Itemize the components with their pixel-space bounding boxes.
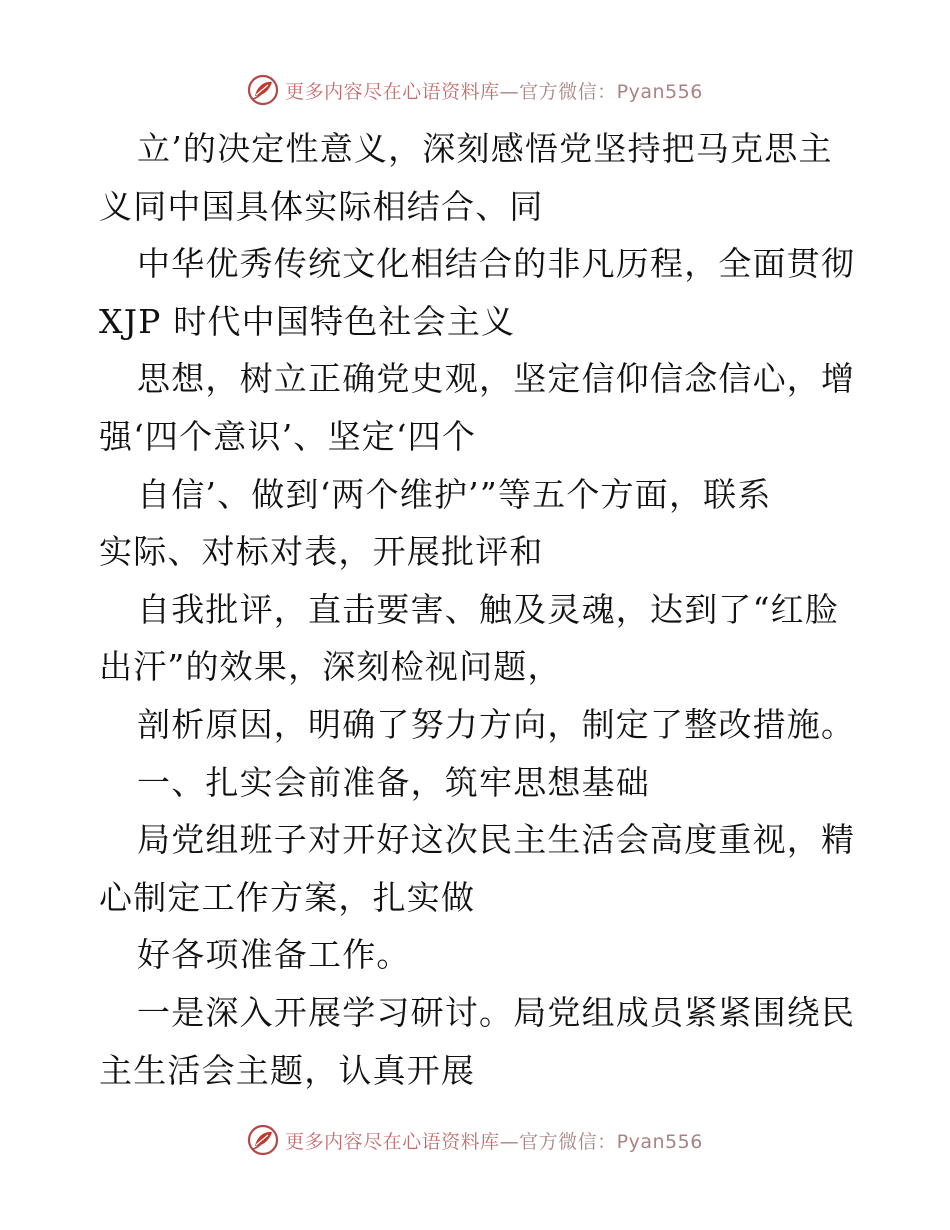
section-heading: 一、扎实会前准备，筑牢思想基础 bbox=[137, 762, 650, 802]
watermark-separator: — bbox=[499, 80, 520, 103]
text-line-7: 自信’、做到‘两个维护’”等五个方面，联系 bbox=[137, 474, 772, 514]
text-line-16: 一是深入开展学习研讨。局党组成员紧紧围绕民 bbox=[137, 992, 856, 1032]
red-leaf-logo-icon bbox=[247, 74, 279, 106]
text-line-9: 自我批评，直击要害、触及灵魂，达到了“红脸 bbox=[137, 589, 840, 629]
text-line-8: 实际、对标对表，开展批评和 bbox=[99, 532, 544, 572]
footer-watermark bbox=[0, 1120, 950, 1160]
text-line-6: 强‘四个意识’、坚定‘四个 bbox=[99, 416, 477, 456]
text-line-4: XJP 时代中国特色社会主义 bbox=[99, 301, 516, 341]
text-line-3: 中华优秀传统文化相结合的非凡历程，全面贯彻 bbox=[137, 244, 856, 284]
text-line-15: 好各项准备工作。 bbox=[137, 935, 411, 975]
header-watermark bbox=[0, 70, 950, 110]
text-line-2: 义同中国具体实际相结合、同 bbox=[99, 186, 544, 226]
watermark-text bbox=[285, 77, 703, 104]
text-line-17: 主生活会主题，认真开展 bbox=[99, 1050, 476, 1090]
text-line-10: 出汗”的效果，深刻检视问题， bbox=[99, 647, 562, 687]
watermark-wechat-text: 官方微信：Pyan556 bbox=[519, 80, 703, 103]
document-body bbox=[99, 120, 859, 1099]
text-line-14: 心制定工作方案，扎实做 bbox=[99, 877, 476, 917]
watermark-separator: — bbox=[499, 1130, 520, 1153]
text-line-13: 局党组班子对开好这次民主生活会高度重视，精 bbox=[137, 820, 856, 860]
watermark-main-text: 更多内容尽在心语资料库 bbox=[285, 80, 500, 103]
text-line-5: 思想，树立正确党史观，坚定信仰信念信心，增 bbox=[137, 359, 856, 399]
watermark-text bbox=[285, 1127, 703, 1154]
watermark-main-text: 更多内容尽在心语资料库 bbox=[285, 1130, 500, 1153]
text-line-1: 立’的决定性意义，深刻感悟党坚持把马克思主 bbox=[137, 129, 833, 168]
watermark-wechat-text: 官方微信：Pyan556 bbox=[519, 1130, 703, 1153]
red-leaf-logo-icon bbox=[247, 1124, 279, 1156]
text-line-11: 剖析原因，明确了努力方向，制定了整改措施。 bbox=[137, 704, 856, 744]
